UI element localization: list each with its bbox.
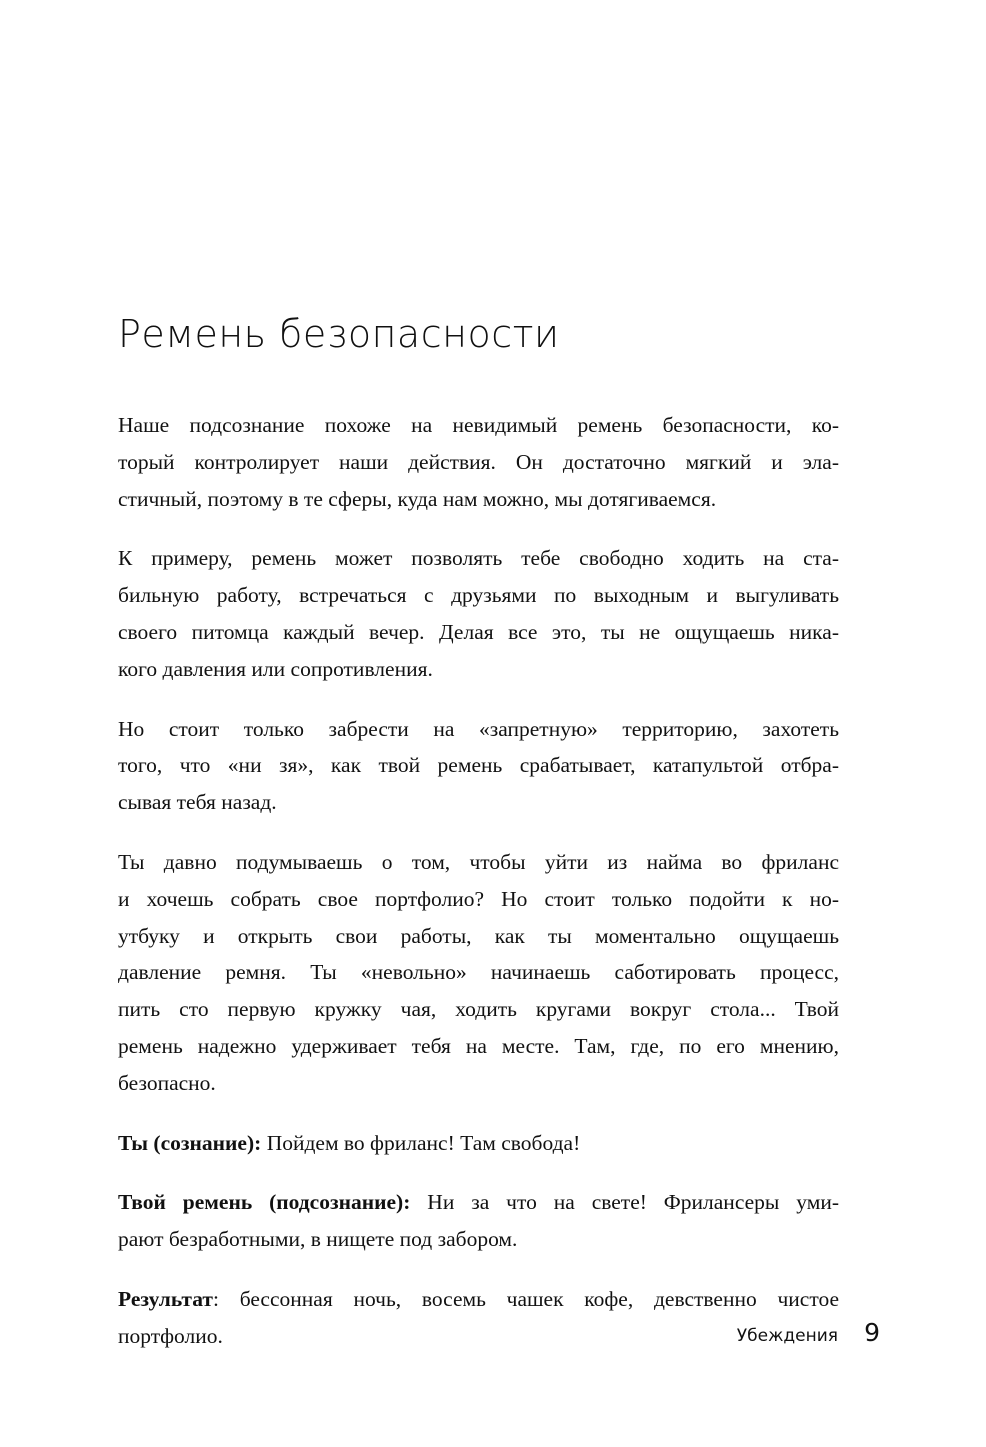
chapter-title: Ремень безопасности: [118, 312, 560, 356]
speaker-label: Ты (сознание):: [118, 1130, 262, 1155]
text-line: безопасно.: [118, 1070, 216, 1095]
paragraph: [118, 540, 839, 687]
page-footer: [0, 1318, 986, 1358]
page-number: 9: [864, 1318, 880, 1347]
text-line: Но стоит только забрести на «запретную» территорию, захотеть: [118, 716, 839, 741]
text-line: Наше подсознание похоже на невидимый ремень безопасности, ко-: [118, 413, 839, 437]
speech-text: Ни за что на свете! Фрилансеры уми-: [410, 1190, 839, 1215]
dialogue-line-consciousness: [118, 1125, 839, 1162]
text-line: стичный, поэтому в те сферы, куда нам можно, мы дотягиваемся.: [118, 486, 717, 511]
dialogue-line-subconscious: [118, 1184, 839, 1258]
paragraph: [118, 711, 839, 821]
text-line: Ты давно подумываешь о том, чтобы уйти из найма во фриланс: [118, 849, 839, 874]
text-line: [118, 1281, 839, 1318]
text-line: [118, 1125, 839, 1162]
paragraph: [118, 844, 839, 1102]
text-line: утбуку и открыть свои работы, как ты моментально ощущаешь: [118, 923, 839, 948]
text-line: рают безработными, в нищете под забором.: [118, 1227, 518, 1252]
text-line: сывая тебя назад.: [118, 790, 277, 815]
result-text: : бессонная ночь, восемь чашек кофе, девственно чистое: [213, 1286, 839, 1311]
paragraph: [118, 407, 839, 517]
text-line: ремень надежно удерживает тебя на месте. Там, где, по его мнению,: [118, 1033, 839, 1058]
text-line: [118, 1184, 839, 1221]
text-line: К примеру, ремень может позволять тебе свободно ходить на ста-: [118, 546, 839, 571]
speaker-label: Твой ремень (подсознание):: [118, 1190, 411, 1215]
speech-text: Пойдем во фриланс! Там свобода!: [261, 1130, 581, 1155]
text-line: портфолио.: [118, 1323, 223, 1348]
text-line: давление ремня. Ты «невольно» начинаешь саботировать процесс,: [118, 960, 839, 985]
text-line: своего питомца каждый вечер. Делая все это, ты не ощущаешь ника-: [118, 619, 839, 644]
text-line: того, что «ни зя», как твой ремень срабатывает, катапультой отбра-: [118, 753, 839, 778]
text-line: и хочешь собрать свое портфолио? Но стоит только подойти к но-: [118, 886, 839, 911]
text-line: бильную работу, встречаться с друзьями по выходным и выгуливать: [118, 583, 839, 608]
running-title: Убеждения: [736, 1326, 838, 1346]
result-label: Результат: [118, 1286, 213, 1311]
text-line: торый контролирует наши действия. Он достаточно мягкий и эла-: [118, 449, 839, 474]
body-text: [118, 407, 839, 1378]
text-line: пить сто первую кружку чая, ходить кругами вокруг стола... Твой: [118, 997, 839, 1022]
text-line: кого давления или сопротивления.: [118, 656, 433, 681]
